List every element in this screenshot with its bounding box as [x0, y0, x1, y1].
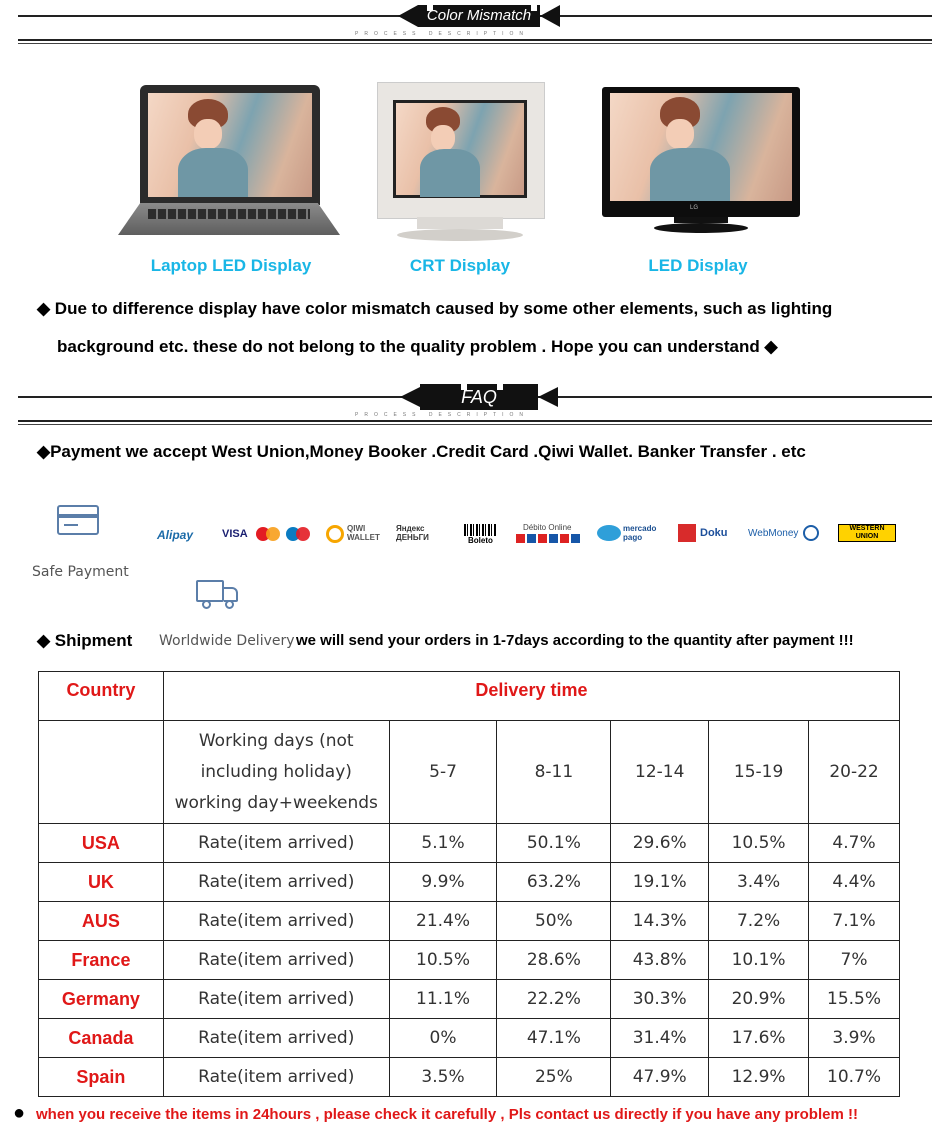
- table-row: [39, 902, 900, 941]
- mercadopago-icon: [597, 525, 621, 541]
- table-row: [39, 980, 900, 1019]
- table-row: [39, 1058, 900, 1097]
- rate-value-cell: 5.1%: [389, 824, 497, 863]
- table-subheader-row: [39, 721, 900, 824]
- rate-value-cell: 50.1%: [497, 824, 611, 863]
- table-row: [39, 824, 900, 863]
- worldwide-delivery-label: Worldwide Delivery: [159, 633, 295, 649]
- country-cell: Canada: [39, 1019, 164, 1058]
- mercadopago-logo: mercado pago: [623, 524, 657, 542]
- faq-banner: [0, 383, 950, 433]
- rate-value-cell: 15.5%: [809, 980, 900, 1019]
- crt-caption: CRT Display: [409, 256, 511, 275]
- rate-value-cell: 7%: [809, 941, 900, 980]
- range-cell: 20-22: [809, 721, 900, 824]
- table-header-row: [39, 672, 900, 721]
- rate-value-cell: 17.6%: [709, 1019, 809, 1058]
- rate-value-cell: 25%: [497, 1058, 611, 1097]
- shipment-label: ◆ Shipment: [37, 631, 133, 650]
- laptop-caption: Laptop LED Display: [150, 256, 312, 275]
- doku-icon: [678, 524, 696, 542]
- rate-value-cell: 28.6%: [497, 941, 611, 980]
- country-cell: UK: [39, 863, 164, 902]
- led-monitor-image: [602, 87, 800, 237]
- empty-cell: [39, 721, 164, 824]
- lg-logo: LG: [690, 205, 699, 211]
- rate-value-cell: 3.4%: [709, 863, 809, 902]
- rate-label-cell: Rate(item arrived): [163, 941, 389, 980]
- table-row: [39, 1019, 900, 1058]
- table-row: [39, 863, 900, 902]
- rate-label-cell: Rate(item arrived): [163, 1019, 389, 1058]
- rate-value-cell: 3.5%: [389, 1058, 497, 1097]
- country-cell: Spain: [39, 1058, 164, 1097]
- truck-icon: [196, 578, 242, 612]
- rate-value-cell: 30.3%: [611, 980, 709, 1019]
- rate-value-cell: 0%: [389, 1019, 497, 1058]
- banner-left-notch: [398, 5, 418, 27]
- country-header: Country: [39, 672, 164, 721]
- rate-value-cell: 7.1%: [809, 902, 900, 941]
- notice-line-1: ◆ Due to difference display have color mismatch caused by some other elements, such as lighting: [37, 299, 833, 318]
- visa-logo: VISA: [222, 528, 248, 540]
- webmoney-globe-icon: [803, 525, 819, 541]
- rate-value-cell: 22.2%: [497, 980, 611, 1019]
- country-cell: USA: [39, 824, 164, 863]
- banner-title: Color Mismatch: [418, 5, 540, 27]
- payment-text: ◆Payment we accept West Union,Money Booker .Credit Card .Qiwi Wallet. Banker Transfer . etc: [37, 442, 806, 461]
- webmoney-logo: WebMoney: [748, 528, 799, 539]
- rate-value-cell: 20.9%: [709, 980, 809, 1019]
- color-mismatch-banner: [0, 0, 950, 50]
- footer-text: when you receive the items in 24hours , please check it carefully , Pls contact us directly if you have any problem !!: [36, 1106, 858, 1123]
- country-cell: Germany: [39, 980, 164, 1019]
- rate-value-cell: 31.4%: [611, 1019, 709, 1058]
- crt-monitor-image: [377, 82, 543, 244]
- yandex-logo: Яндекс ДЕНЬГИ: [396, 524, 429, 542]
- rate-value-cell: 3.9%: [809, 1019, 900, 1058]
- banner-subtitle: PROCESS DESCRIPTION: [355, 31, 530, 37]
- rate-value-cell: 4.4%: [809, 863, 900, 902]
- country-cell: AUS: [39, 902, 164, 941]
- rate-value-cell: 19.1%: [611, 863, 709, 902]
- western-union-logo: WESTERN UNION: [838, 524, 896, 542]
- shipment-text: we will send your orders in 1-7days according to the quantity after payment !!!: [296, 632, 854, 649]
- rate-value-cell: 10.7%: [809, 1058, 900, 1097]
- safe-payment-label: Safe Payment: [32, 564, 129, 580]
- rate-label-cell: Rate(item arrived): [163, 902, 389, 941]
- banner-left-notch: [400, 387, 420, 407]
- rate-value-cell: 47.9%: [611, 1058, 709, 1097]
- working-days-line-3: working day+weekends: [174, 792, 378, 813]
- country-cell: France: [39, 941, 164, 980]
- range-cell: 8-11: [497, 721, 611, 824]
- led-caption: LED Display: [648, 256, 748, 275]
- alipay-logo: Alipay: [157, 528, 194, 542]
- working-days-line-1: Working days (not: [198, 730, 354, 751]
- rate-value-cell: 29.6%: [611, 824, 709, 863]
- rate-value-cell: 14.3%: [611, 902, 709, 941]
- rate-value-cell: 21.4%: [389, 902, 497, 941]
- working-days-cell: [163, 721, 389, 824]
- range-cell: 5-7: [389, 721, 497, 824]
- rate-value-cell: 63.2%: [497, 863, 611, 902]
- rate-value-cell: 11.1%: [389, 980, 497, 1019]
- footer-bullet-icon: ●: [13, 1102, 26, 1124]
- delivery-table: [38, 671, 900, 1097]
- rate-value-cell: 10.5%: [389, 941, 497, 980]
- working-days-line-2: including holiday): [200, 761, 352, 782]
- boleto-logo: Boleto: [468, 536, 493, 545]
- debito-online-logo: Débito Online: [523, 523, 572, 532]
- laptop-image: [118, 85, 340, 240]
- rate-value-cell: 47.1%: [497, 1019, 611, 1058]
- rate-value-cell: 50%: [497, 902, 611, 941]
- qiwi-icon: [326, 525, 344, 543]
- rate-value-cell: 12.9%: [709, 1058, 809, 1097]
- qiwi-logo: QIWI WALLET: [347, 524, 380, 542]
- mastercard-icon: [256, 527, 280, 541]
- rate-value-cell: 9.9%: [389, 863, 497, 902]
- banner-title: FAQ: [420, 384, 538, 410]
- rate-value-cell: 4.7%: [809, 824, 900, 863]
- maestro-icon: [286, 527, 310, 541]
- range-cell: 15-19: [709, 721, 809, 824]
- rate-value-cell: 7.2%: [709, 902, 809, 941]
- rate-value-cell: 10.5%: [709, 824, 809, 863]
- banner-subtitle: PROCESS DESCRIPTION: [355, 412, 530, 418]
- banner-right-notch: [538, 387, 558, 407]
- boleto-barcode-icon: [464, 524, 496, 536]
- rate-label-cell: Rate(item arrived): [163, 1058, 389, 1097]
- banner-right-notch: [540, 5, 560, 27]
- rate-label-cell: Rate(item arrived): [163, 980, 389, 1019]
- range-cell: 12-14: [611, 721, 709, 824]
- rate-label-cell: Rate(item arrived): [163, 863, 389, 902]
- rate-value-cell: 43.8%: [611, 941, 709, 980]
- notice-line-2: background etc. these do not belong to the quality problem . Hope you can understand ◆: [57, 337, 778, 356]
- card-icon: [57, 505, 99, 535]
- doku-logo: Doku: [700, 527, 728, 539]
- delivery-time-header: Delivery time: [163, 672, 899, 721]
- rate-value-cell: 10.1%: [709, 941, 809, 980]
- rate-label-cell: Rate(item arrived): [163, 824, 389, 863]
- table-row: [39, 941, 900, 980]
- debito-online-icons: [516, 534, 580, 543]
